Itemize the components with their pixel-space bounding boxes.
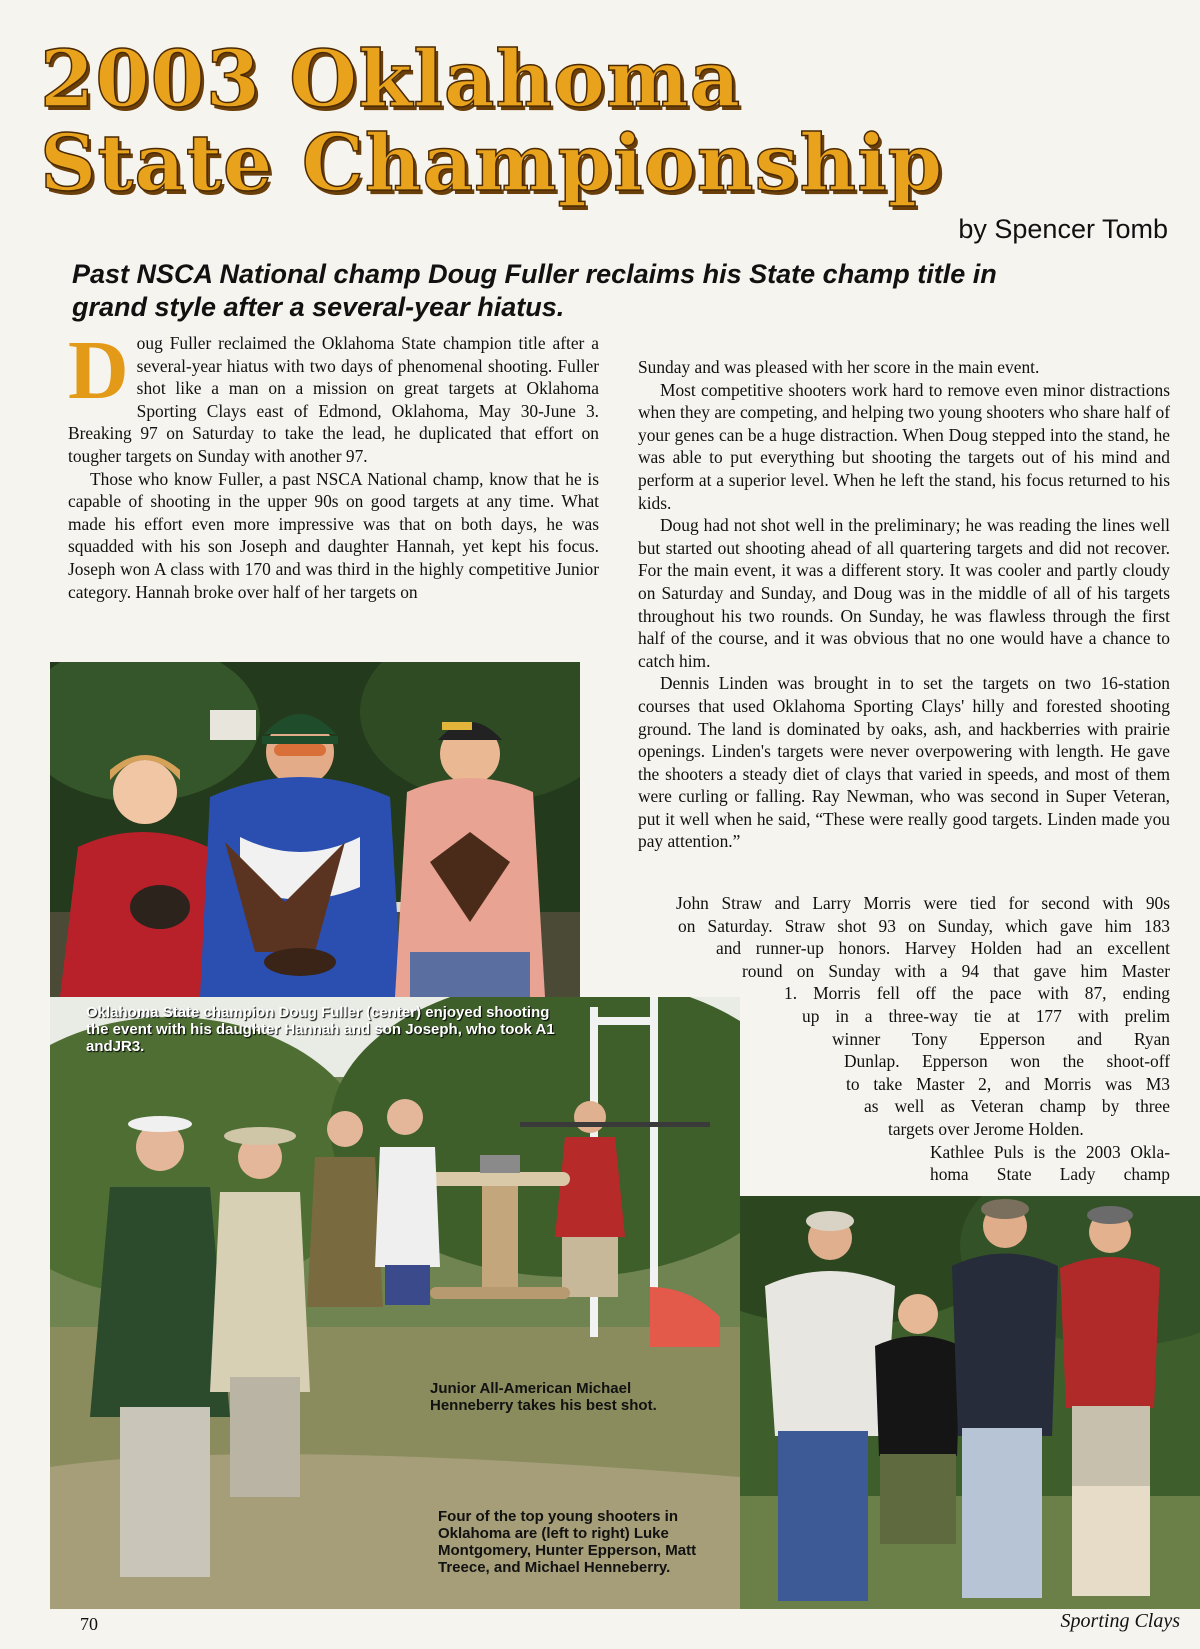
magazine-name: Sporting Clays	[1060, 1610, 1180, 1632]
photo-fuller-family-illustration	[50, 662, 580, 997]
body-paragraph-3: Most competitive shooters work hard to remove even minor distractions when they are competing, and helping two young shooters who share half of your genes can be a huge distraction. When Doug stepped into the stand, he was able to put everything but shooting the targets out of his mind and perform at a superior level. When he left the stand, his focus returned to his kids.	[638, 379, 1170, 513]
drop-cap: D	[68, 324, 129, 417]
photo-young-shooters	[740, 1196, 1200, 1609]
text-line: up in a three-way tie at 177 with prelim	[802, 1005, 1170, 1026]
body-paragraph-2: Those who know Fuller, a past NSCA National champ, know that he is capable of shooting in the upper 90s on good targets at any time. What made his effort even more impressive was that on both days, he was squadded with his son Joseph and daughter Hannah, yet kept his focus. Joseph won A class with 170 and was third in the highly competitive Junior category. Hannah broke over half of her targets on	[68, 468, 599, 602]
body-paragraph-1	[68, 324, 599, 468]
article-title	[40, 34, 944, 209]
photo-caption-henneberry: Junior All-American Michael Henneberry takes his best shot.	[430, 1380, 657, 1414]
title-line-2: State Championship	[40, 118, 944, 209]
text-line: to take Master 2, and Morris was M3	[846, 1073, 1170, 1094]
text-line: as well as Veteran champ by three	[864, 1096, 1170, 1117]
body-column-right	[638, 356, 1170, 853]
text-line: and runner-up honors. Harvey Holden had an excellent	[716, 938, 1170, 959]
text-line: homa State Lady champ	[930, 1164, 1170, 1185]
text-line: Kathlee Puls is the 2003 Okla-	[930, 1141, 1170, 1162]
body-paragraph-4: Doug had not shot well in the preliminary; he was reading the lines well but started out shooting ahead of all quartering targets and did not recover. For the main event, it was a different story. It was cooler and partly cloudy on Saturday and Sunday, and Doug was in the middle of all of his targets throughout his two rounds. On Sunday, he was flawless through the first half of the course, and it was obvious that no one would have a chance to catch him.	[638, 515, 1170, 671]
text-line: Dunlap. Epperson won the shoot-off	[844, 1051, 1170, 1072]
text-line: John Straw and Larry Morris were tied for second with 90s	[676, 893, 1170, 913]
text-line: targets over Jerome Holden.	[888, 1118, 1084, 1139]
photo-young-shooters-illustration	[740, 1196, 1200, 1609]
text-line: 1. Morris fell off the pace with 87, ending	[784, 983, 1170, 1004]
body-column-left	[68, 324, 599, 603]
text-line: round on Sunday with a 94 that gave him Master	[742, 960, 1170, 981]
article-deck: Past NSCA National champ Doug Fuller reclaims his State champ title in grand style after a several-year hiatus.	[72, 259, 997, 322]
photo-caption-young-shooters: Four of the top young shooters in Oklahoma are (left to right) Luke Montgomery, Hunter Epperson, Matt Treece, and Michael Henneberry.	[438, 1508, 697, 1576]
body-paragraph-5: Dennis Linden was brought in to set the targets on two 16-station courses that used Oklahoma Sporting Clays' hilly and forested shooting ground. The land is dominated by oaks, ash, and hackberries with prairie openings. Linden's targets were never overpowering with length. He gave the shooters a steady diet of clays that varied in speeds, and most of them were curling or falling. Ray Newman, who was second in Super Veteran, put it well when he said, “These were really good targets. Linden made you pay attention.”	[638, 673, 1170, 852]
body-paragraph-2-continued: Sunday and was pleased with her score in the main event.	[638, 357, 1040, 377]
photo-caption-fuller-family: Oklahoma State champion Doug Fuller (center) enjoyed shooting the event with his daughter Hannah and son Joseph, who took A1 andJR3.	[86, 1004, 555, 1055]
title-line-1: 2003 Oklahoma	[40, 34, 742, 125]
byline: by Spencer Tomb	[958, 214, 1168, 244]
text-line: on Saturday. Straw shot 93 on Sunday, which gave him 183	[678, 915, 1170, 936]
page-number: 70	[80, 1614, 98, 1634]
photo-fuller-family	[50, 662, 580, 997]
text-line: winner Tony Epperson and Ryan	[832, 1028, 1170, 1049]
body-paragraph-1-text: oug Fuller reclaimed the Oklahoma State champion title after a several-year hiatus with two days of phenomenal shooting. Fuller shot like a man on a mission on great targets at Oklahoma Sporting Clays east of Edmond, Oklahoma, May 30-June 3. Breaking 97 on Saturday to take the lead, he duplicated that effort on tougher targets on Sunday with another 97.	[68, 333, 599, 466]
